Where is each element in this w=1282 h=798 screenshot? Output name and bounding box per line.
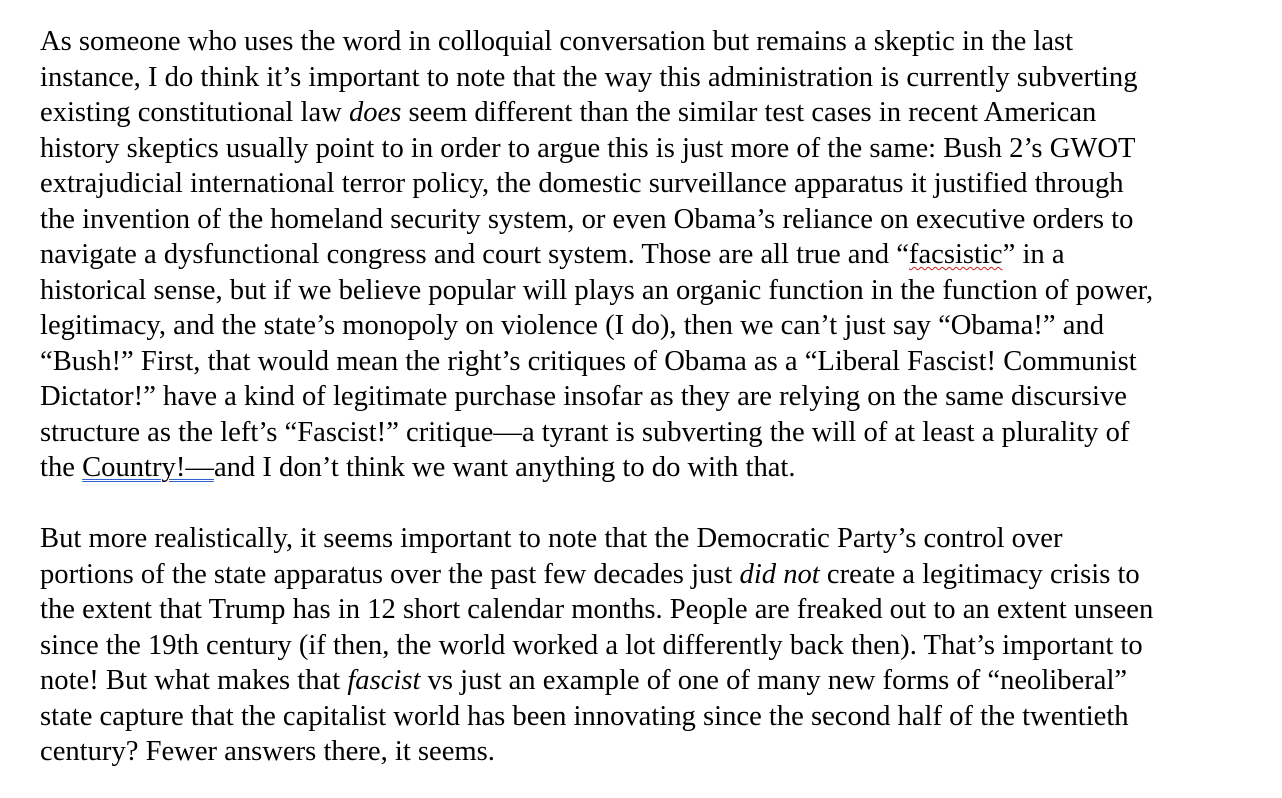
text-run: history skeptics usually point to in order to argue this is just more of the same: Bush 2’s GWOT	[40, 132, 1136, 164]
italic-run: did not	[739, 558, 820, 590]
text-line	[40, 663, 1262, 699]
text-run: “Bush!” First, that would mean the right’s critiques of Obama as a “Liberal Fascist! Communist	[40, 345, 1137, 377]
text-run: As someone who uses the word in colloquial conversation but remains a skeptic in the last	[40, 26, 1074, 57]
text-run: portions of the state apparatus over the past few decades just	[40, 558, 740, 590]
text-run: vs just an example of one of many new forms of “neoliberal”	[420, 665, 1128, 696]
text-line	[40, 557, 1262, 593]
text-line	[40, 131, 1262, 167]
text-run: existing constitutional law	[40, 97, 349, 128]
grammar-flag-word: Country!—	[82, 452, 214, 483]
text-run: since the 19th century (if then, the world worked a lot differently back then). That’s important to	[40, 629, 1143, 661]
text-run: the	[40, 452, 83, 483]
text-line	[40, 166, 1262, 202]
italic-run: does	[348, 97, 402, 128]
text-run: structure as the left’s “Fascist!” critique—a tyrant is subverting the will of at least a plurality of	[40, 416, 1130, 448]
text-line	[40, 202, 1262, 238]
paragraph-2	[40, 521, 1262, 770]
text-line	[40, 521, 1262, 557]
text-line	[40, 273, 1262, 309]
text-line	[40, 344, 1262, 380]
text-line	[40, 699, 1262, 735]
text-run: historical sense, but if we believe popular will plays an organic function in the function of power,	[40, 274, 1154, 306]
text-line	[40, 237, 1262, 273]
text-run: navigate a dysfunctional congress and court system. Those are all true and “	[40, 239, 909, 270]
text-line	[40, 628, 1262, 664]
text-run: state capture that the capitalist world has been innovating since the second half of the twentieth	[40, 700, 1129, 732]
text-line	[40, 734, 1262, 770]
text-line	[40, 379, 1262, 415]
text-run: ” in a	[1002, 239, 1065, 270]
text-run: But more realistically, it seems important to note that the Democratic Party’s control over	[40, 523, 1063, 554]
text-run: and I don’t think we want anything to do with that.	[213, 452, 796, 483]
text-run: instance, I do think it’s important to note that the way this administration is currently subverting	[40, 61, 1138, 93]
text-line	[40, 24, 1262, 60]
text-line	[40, 592, 1262, 628]
text-line	[40, 450, 1262, 486]
text-run: extrajudicial international terror policy, the domestic surveillance apparatus it justified through	[40, 168, 1124, 199]
text-run: seem different than the similar test cases in recent American	[401, 97, 1097, 128]
text-line	[40, 308, 1262, 344]
paragraph-1	[40, 24, 1262, 486]
spelling-error-word: facsistic	[908, 239, 1003, 270]
text-run: legitimacy, and the state’s monopoly on violence (I do), then we can’t just say “Obama!” and	[40, 310, 1104, 341]
italic-run: fascist	[347, 665, 421, 696]
text-line	[40, 415, 1262, 451]
document-body[interactable]	[40, 24, 1262, 770]
text-run: the invention of the homeland security system, or even Obama’s reliance on executive orders to	[40, 203, 1134, 235]
text-run: the extent that Trump has in 12 short calendar months. People are freaked out to an extent unseen	[40, 594, 1154, 625]
text-line	[40, 60, 1262, 96]
text-run: create a legitimacy crisis to	[819, 558, 1140, 590]
text-run: century? Fewer answers there, it seems.	[40, 736, 495, 767]
text-line	[40, 95, 1262, 131]
text-run: Dictator!” have a kind of legitimate purchase insofar as they are relying on the same discursive	[40, 381, 1127, 412]
text-run: note! But what makes that	[40, 665, 348, 696]
